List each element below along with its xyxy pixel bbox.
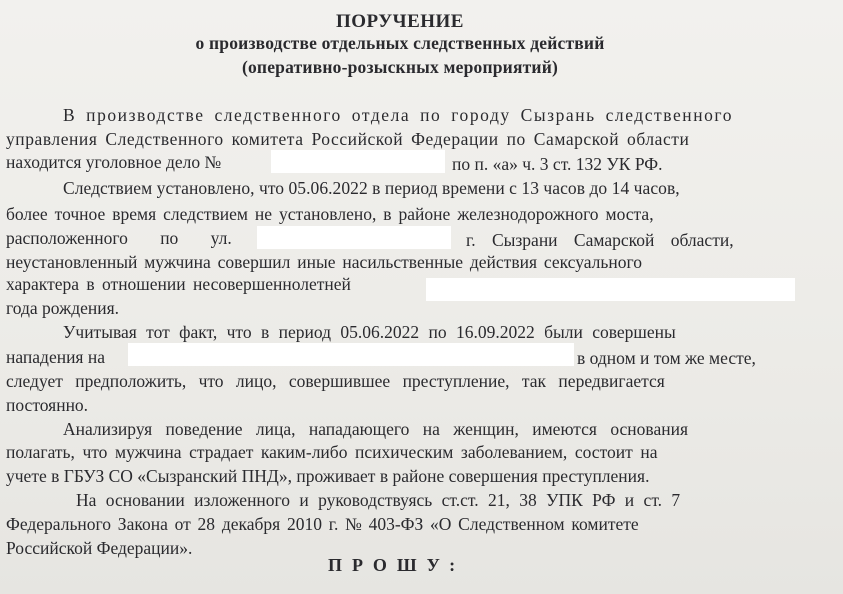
redaction-box bbox=[271, 150, 445, 173]
text-span: г. Сызрани Самарской области, bbox=[466, 230, 734, 250]
paragraph-line bbox=[6, 537, 192, 559]
paragraph-line bbox=[6, 128, 796, 150]
paragraph-line bbox=[577, 347, 756, 369]
text-span: следует предположить, что лицо, совершившее преступление, так передвигается bbox=[6, 371, 665, 391]
paragraph-line bbox=[63, 104, 797, 126]
paragraph-line bbox=[466, 229, 734, 251]
text-span: В производстве следственного отдела по городу Сызрань следственного bbox=[63, 105, 734, 125]
document-subtitle: о производстве отдельных следственных действий bbox=[195, 33, 605, 53]
paragraph-line bbox=[6, 251, 642, 273]
text-span: постоянно. bbox=[6, 395, 89, 415]
text-span: Учитывая тот факт, что в период 05.06.2022 по 16.09.2022 были совершены bbox=[63, 322, 676, 342]
redaction-box bbox=[257, 226, 451, 249]
paragraph-line bbox=[6, 346, 105, 368]
redaction-box bbox=[128, 343, 574, 366]
text-span: года рождения. bbox=[6, 298, 120, 318]
paragraph-line bbox=[6, 203, 654, 225]
paragraph-line bbox=[63, 418, 688, 440]
text-span: Следствием установлено, что 05.06.2022 в период времени с 13 часов до 14 часов, bbox=[63, 178, 680, 198]
paragraph-line bbox=[6, 513, 639, 535]
text-span: в одном и том же месте, bbox=[577, 348, 756, 368]
document-title: ПОРУЧЕНИЕ bbox=[336, 11, 464, 32]
text-span: полагать, что мужчина страдает каким-либо психическим заболеванием, состоит на bbox=[6, 442, 658, 462]
paragraph-line bbox=[6, 465, 649, 487]
document-subtitle-parenthetical: (оперативно-розыскных мероприятий) bbox=[241, 57, 559, 77]
paragraph-line bbox=[63, 321, 676, 343]
paragraph-line bbox=[6, 151, 221, 173]
request-heading: ПРОШУ: bbox=[328, 555, 466, 575]
text-span: расположенного по ул. bbox=[6, 228, 232, 248]
text-span: Российской Федерации». bbox=[6, 538, 193, 558]
paragraph-line bbox=[63, 177, 680, 199]
text-span: учете в ГБУЗ СО «Сызранский ПНД», проживает в районе совершения преступления. bbox=[6, 466, 650, 486]
text-span: характера в отношении несовершеннолетней bbox=[6, 274, 351, 294]
paragraph-line bbox=[6, 227, 232, 249]
paragraph-line bbox=[6, 441, 657, 463]
text-span: Федерального Закона от 28 декабря 2010 г. № 403-ФЗ «О Следственном комитете bbox=[6, 514, 639, 534]
text-span: Анализируя поведение лица, нападающего на женщин, имеются основания bbox=[63, 419, 688, 439]
text-span: более точное время следствием не установлено, в районе железнодорожного моста, bbox=[6, 204, 654, 224]
paragraph-line bbox=[6, 370, 665, 392]
text-span: На основании изложенного и руководствуясь ст.ст. 21, 38 УПК РФ и ст. 7 bbox=[76, 490, 681, 510]
text-span: по п. «а» ч. 3 ст. 132 УК РФ. bbox=[452, 154, 663, 174]
text-span: нападения на bbox=[6, 347, 105, 367]
paragraph-line bbox=[76, 489, 680, 511]
paragraph-line bbox=[6, 394, 88, 416]
text-span: находится уголовное дело № bbox=[6, 152, 222, 172]
text-span: управления Следственного комитета Российской Федерации по Самарской области bbox=[6, 129, 690, 149]
text-span: неустановленный мужчина совершил иные насильственные действия сексуального bbox=[6, 252, 642, 272]
paragraph-line bbox=[6, 297, 119, 319]
paragraph-line bbox=[452, 153, 662, 175]
redaction-box bbox=[426, 278, 795, 301]
paragraph-line bbox=[6, 273, 351, 295]
